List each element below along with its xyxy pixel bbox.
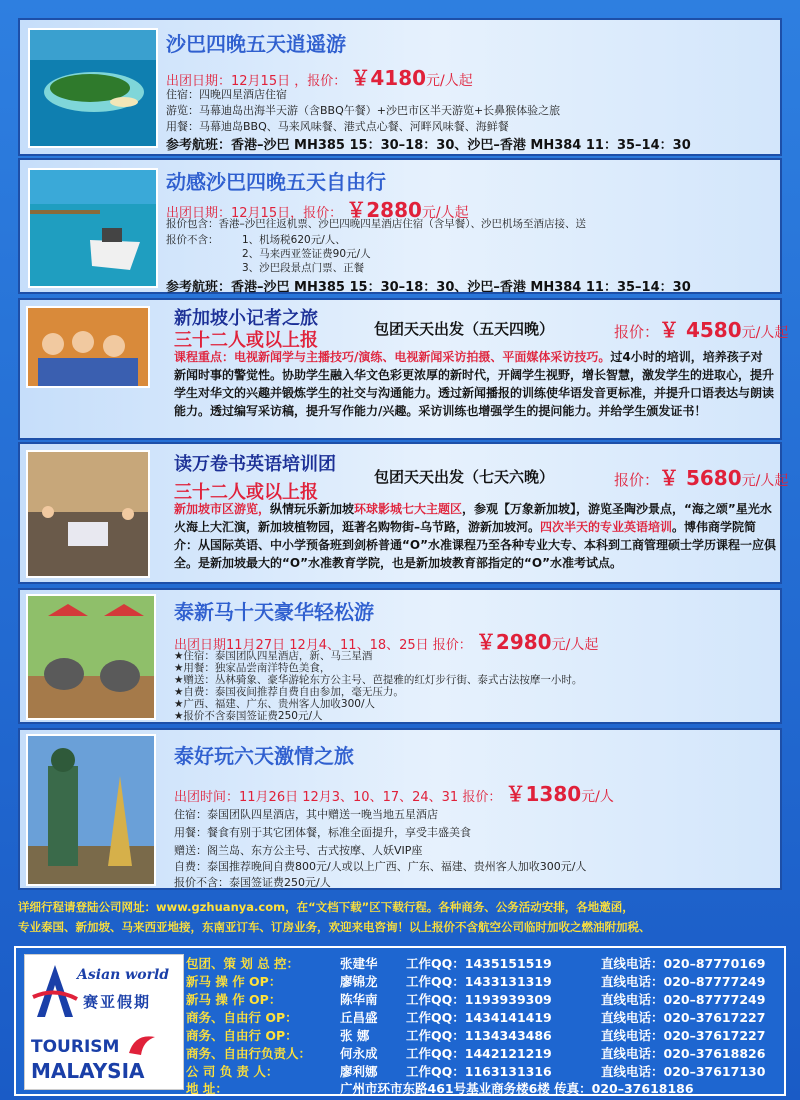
- students-photo: [26, 306, 150, 388]
- tour-date: [174, 778, 614, 807]
- contact-qq: 工作QQ：1434141419: [406, 1010, 552, 1025]
- contact-qq: 工作QQ：1193939309: [406, 992, 552, 1007]
- tour-item: ★报价不含泰国签证费250元/人: [174, 710, 323, 722]
- price-includes: 报价包含：香港–沙巴往返机票、沙巴四晚四星酒店住宿（含早餐）、沙巴机场至酒店接、送: [166, 218, 586, 230]
- contact-row: [186, 1008, 765, 1026]
- sightseeing-info: 游览：马幕迪岛出海半天游（含BBQ午餐）+沙巴市区半天游览+长鼻猴体验之旅: [166, 104, 561, 117]
- tour-title: 动感沙巴四晚五天自由行: [166, 170, 386, 194]
- group-photo: [26, 450, 150, 578]
- contact-role: 新马 操 作 OP：: [186, 974, 282, 989]
- tour-title: 新加坡小记者之旅: [174, 308, 318, 329]
- contact-phone: 直线电话：020–87770169: [601, 956, 766, 971]
- contact-qq: 工作QQ：1442121219: [406, 1046, 552, 1061]
- tour-card-thailand-6d: [18, 728, 782, 890]
- exclude-item: 3、沙巴段景点门票、正餐: [242, 262, 365, 274]
- date-text: 出团时间：11月26日 12月3、10、17、24、31 报价：: [174, 790, 502, 805]
- tour-card-english-training: [18, 442, 789, 584]
- contact-row: [186, 1026, 765, 1044]
- exclude-item: 1、机场税620元/人、: [242, 234, 346, 246]
- tour-title: 沙巴四晚五天逍遥游: [166, 32, 346, 56]
- contact-row: [186, 1044, 765, 1062]
- tour-price: ￥4180: [350, 66, 427, 90]
- desc-highlight: 四次半天的专业英语培训: [540, 520, 673, 534]
- contact-name: 张 娜: [340, 1028, 370, 1043]
- exclude-item: 2、马来西亚签证费90元/人: [242, 248, 371, 260]
- price-unit: 元/人起: [421, 205, 469, 221]
- date-text: 出团日期11月27日 12月4、11、18、25日 报价：: [174, 638, 472, 653]
- flight-info: 参考航班：香港–沙巴 MH385 15：30–18：30、沙巴–香港 MH384 11：35–14：30: [166, 280, 691, 295]
- price-unit: 元/人: [581, 789, 614, 805]
- contact-row: [186, 972, 765, 990]
- price-excludes-label: 报价不含：: [166, 234, 219, 246]
- contact-phone: 直线电话：020–87777249: [601, 992, 766, 1007]
- tour-price: ￥ 4580: [659, 318, 742, 342]
- price-unit: 元/人起: [551, 637, 599, 653]
- tour-item: 用餐：餐食有别于其它团体餐，标准全面提升，享受丰盛美食: [174, 826, 471, 839]
- meals-info: 用餐：马幕迪岛BBQ、马来风味餐、港式点心餐、河畔风味餐、海鲜餐: [166, 120, 509, 133]
- tour-price: ￥1380: [505, 782, 582, 806]
- tourism-text: TOURISM: [31, 1037, 120, 1057]
- group-size: 三十二人或以上报: [174, 330, 318, 351]
- contact-qq: 工作QQ：1433131319: [406, 974, 552, 989]
- group-size: 三十二人或以上报: [174, 482, 318, 503]
- course-description: [174, 348, 774, 420]
- notice-line: 专业泰国、新加坡、马来西亚地接，东南亚订车、订房业务，欢迎来电咨询！以上报价不含航空公司临时加收之燃油附加税、: [18, 920, 651, 934]
- contact-footer: [14, 946, 786, 1096]
- tour-item: 报价不含：泰国签证费250元/人: [174, 876, 331, 889]
- contact-name: 廖锦龙: [340, 974, 378, 989]
- desc-highlight: 环球影城七大主题区: [354, 502, 463, 516]
- brand-cn: 赛亚假期: [83, 993, 152, 1011]
- tour-title: 泰新马十天豪华轻松游: [174, 600, 374, 624]
- contact-role: 商务、自由行 OP：: [186, 1028, 298, 1043]
- contact-name: 陈华南: [340, 992, 378, 1007]
- desc-text: 纵情玩乐新加坡: [270, 502, 355, 516]
- price-unit: 元/人起: [741, 325, 789, 341]
- contact-phone: 直线电话：020–87777249: [601, 974, 766, 989]
- price-unit: 元/人起: [426, 73, 473, 89]
- tour-card-singapore-reporter: [18, 298, 789, 440]
- contact-row: [186, 1062, 765, 1080]
- tour-item: 住宿：泰国团队四星酒店，其中赠送一晚当地五星酒店: [174, 808, 438, 821]
- tour-item: ★广西、福建、广东、贵州客人加收300/人: [174, 698, 375, 710]
- contact-name: 张建华: [340, 956, 378, 971]
- notice-line: 详细行程请登陆公司网址：www.gzhuanya.com，在“文档下载”区下载行程。各种商务、公务活动安排，各地邀函，: [18, 900, 634, 914]
- contact-phone: 直线电话：020–37617227: [601, 1010, 766, 1025]
- contact-name: 何永成: [340, 1046, 378, 1061]
- contact-phone: 直线电话：020–37618826: [601, 1046, 766, 1061]
- desc-text: 。博伟商学院简介：从国际英语、中小学预备班到剑桥普通“O”水准课程乃至各种专业大专、本科到工商管理硕士学历课程一应俱全。是新加坡最大的“O”水准教育学院，也是新加坡教育部指定的“O”水准考试点。: [174, 520, 776, 570]
- desc-text: ，参观【万象新加坡】，游览圣陶沙景点，“海之颂”星光水火海上大汇演，新加坡植物园，逛著名购物街–乌节路，游新加坡河。: [174, 502, 772, 534]
- price-block: [614, 462, 788, 491]
- tour-price: ￥2980: [475, 630, 552, 654]
- contact-phone: 直线电话：020–37617130: [601, 1064, 766, 1079]
- price-label: 报价：: [614, 323, 660, 341]
- address-value: 广州市环市东路461号基业商务楼6楼 传真：020–37618186: [340, 1081, 694, 1096]
- contact-role: 新马 操 作 OP：: [186, 992, 282, 1007]
- contact-role: 商务、自由行负责人：: [186, 1046, 312, 1061]
- tour-card-thai-sg-my: [18, 588, 782, 724]
- tour-card-sabah-5d: [18, 18, 782, 156]
- contact-role: 包团、策 划 总 控：: [186, 956, 300, 971]
- address-label: 地 址：: [186, 1081, 228, 1096]
- tour-item: ★赠送：丛林骑象、豪华游轮东方公主号、芭提雅的红灯步行街、泰式古法按摩一小时。: [174, 674, 583, 686]
- notice: [18, 897, 788, 937]
- desc-highlight: 新加坡市区游览，: [174, 502, 271, 516]
- tour-title: 泰好玩六天激情之旅: [174, 744, 354, 768]
- asian-world-logo-icon: [31, 961, 79, 1021]
- tour-title: 读万卷书英语培训团: [174, 454, 336, 475]
- course-focus: 课程重点：电视新闻学与主播技巧/演练、电视新闻采访拍摄、平面媒体采访技巧。: [174, 350, 611, 364]
- tour-item: 自费：泰国推荐晚间自费800元/人或以上广西、广东、福建、贵州客人加收300元/人: [174, 860, 587, 873]
- flight-info: 参考航班：香港–沙巴 MH385 15：30–18：30、沙巴–香港 MH384 11：35–14：30: [166, 138, 691, 153]
- tour-price: ￥ 5680: [659, 466, 742, 490]
- contact-phone: 直线电话：020–37617227: [601, 1028, 766, 1043]
- tour-price: ￥2880: [346, 198, 422, 222]
- tour-card-sabah-free: [18, 158, 782, 294]
- malaysia-text: MALAYSIA: [31, 1059, 145, 1083]
- address-row: [186, 1079, 694, 1097]
- tour-item: ★用餐：独家品尝南洋特色美食，: [174, 662, 331, 674]
- hotel-info: 住宿：四晚四星酒店住宿: [166, 88, 287, 101]
- contact-role: 公 司 负 责 人：: [186, 1064, 279, 1079]
- price-label: 报价：: [614, 471, 660, 489]
- course-detail: 过4小时的培训，培养孩子对新闻时事的警觉性。协助学生融入华文色彩更浓厚的新时代，开阔学生视野，增长智慧，激发学生的进取心，提升学生对华文的兴趣并锻炼学生的社交与沟通能力。透过新闻播报的训练使华语发音更标准，并提升口语表达与朗读能力。透过编写采访稿，提升写作能力/兴趣。采访训练也增强学生的提问能力。并给学生颁发证书！: [174, 350, 775, 418]
- contact-name: 廖利娜: [340, 1064, 378, 1079]
- contact-qq: 工作QQ：1163131316: [406, 1064, 552, 1079]
- itinerary-description: [174, 500, 778, 572]
- contact-name: 丘昌盛: [340, 1010, 378, 1025]
- price-block: [614, 314, 788, 343]
- company-logo: [24, 954, 184, 1090]
- tour-item: ★自费：泰国夜间推荐自费自由参加，毫无压力。: [174, 686, 404, 698]
- hibiscus-icon: [125, 1031, 159, 1057]
- contact-qq: 工作QQ：1134343486: [406, 1028, 552, 1043]
- tour-item: 赠送：阁兰岛、东方公主号、古式按摩、人妖VIP座: [174, 844, 423, 857]
- contact-row: [186, 990, 765, 1008]
- island-photo: [28, 28, 158, 148]
- brand-en: Asian world: [77, 967, 170, 983]
- date-text: 出团日期：12月15日，报价：: [166, 206, 343, 221]
- contact-role: 商务、自由行 OP：: [186, 1010, 298, 1025]
- departure-info: 包团天天出发（五天四晚）: [374, 320, 555, 338]
- tour-item: ★住宿：泰国团队四星酒店，新、马三星酒: [174, 650, 373, 662]
- temple-guardian-photo: [26, 734, 156, 886]
- price-unit: 元/人起: [741, 473, 789, 489]
- date-text: 出团日期：12月15日 ，报价：: [166, 74, 347, 89]
- contact-qq: 工作QQ：1435151519: [406, 956, 552, 971]
- departure-info: 包团天天出发（七天六晚）: [374, 468, 555, 486]
- boat-photo: [28, 168, 158, 288]
- contact-row: [186, 954, 765, 972]
- elephant-photo: [26, 594, 156, 720]
